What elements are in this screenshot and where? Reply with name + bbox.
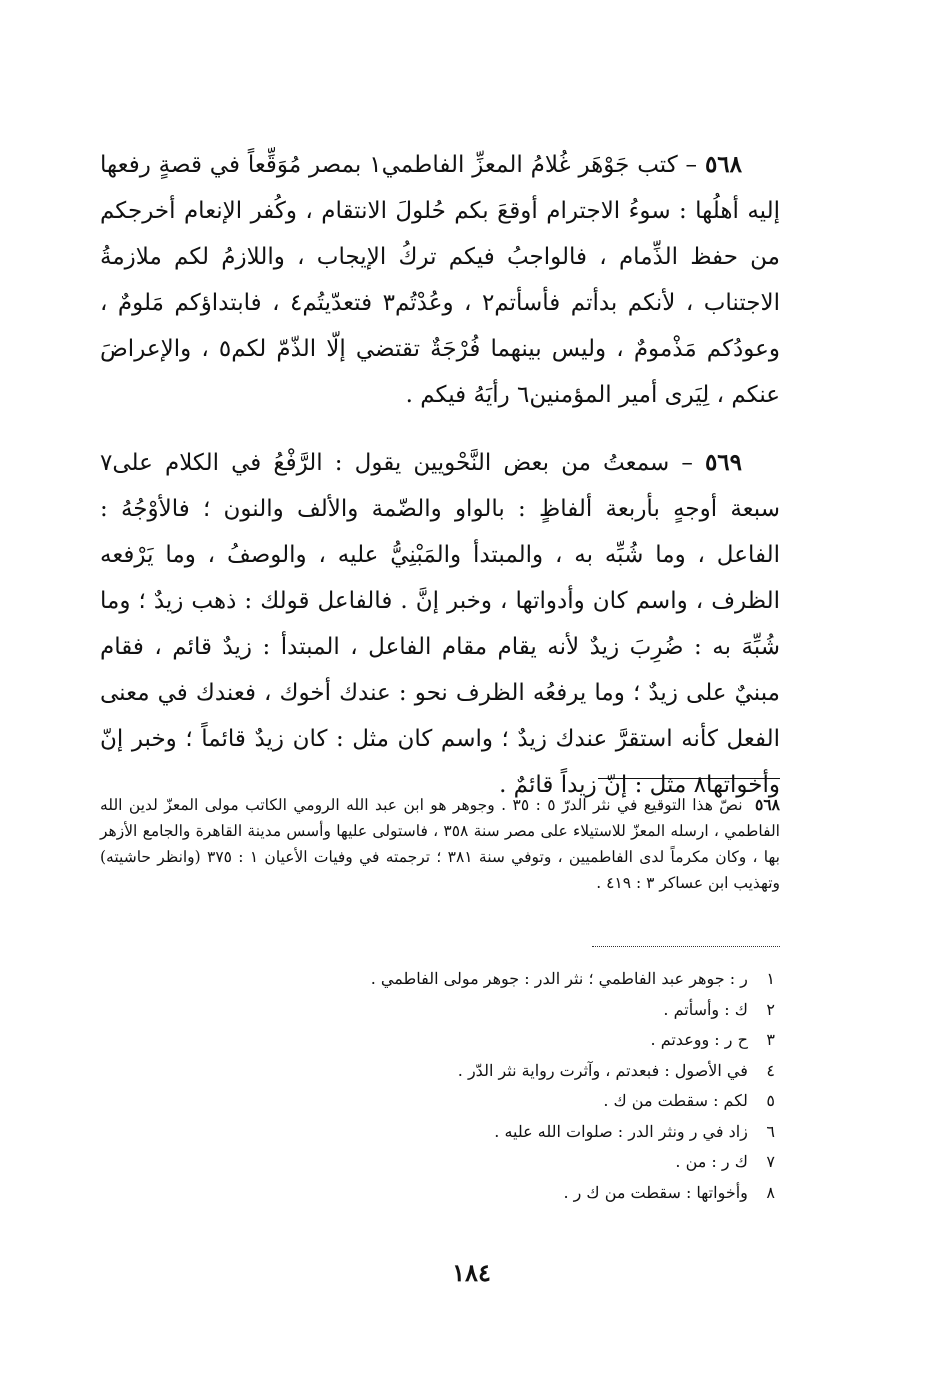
variant-readings-list (155, 964, 775, 1208)
main-text (100, 142, 780, 830)
variant-item (155, 1086, 775, 1117)
page-number: ١٨٤ (452, 1258, 491, 1287)
paragraph-text: – كتب جَوْهَر غُلامُ المعزِّ الفاطمي١ بمصر مُوَقِّعاً في قصةٍ رفعها إليه أهلُها : سوءُ الاجترام أوقعَ بكم حُلولَ الانتقام ، وكُفر الإنعام أخرجكم من حفظ الذِّمام ، فالواجبُ فيكم تركُ الإيجاب ، واللازمُ لكم ملازمةُ الاجتناب ، لأنكم بدأتم فأسأتم٢ ، وعُدْتُم٣ فتعدّيتُم٤ ، فابتداؤكم مَلومٌ ، وعودُكم مَذْمومٌ ، وليس بينهما فُرْجَةٌ تقتضي إلّا الذّمّ لكم٥ ، والإعراضَ عنكم ، لِيَرى أمير المؤمنين٦ رأيَهُ فيكم . (100, 152, 780, 408)
variant-number: ٤ (766, 1060, 775, 1080)
paragraph-number: ٥٦٨ (704, 151, 742, 178)
editor-note (100, 792, 780, 896)
paragraph-number: ٥٦٩ (704, 449, 743, 476)
footnote-separator (598, 778, 780, 779)
variant-text: زاد في ر ونثر الدر : صلوات الله عليه . (494, 1121, 748, 1141)
variant-text: ك ر : من . (675, 1152, 748, 1171)
variant-text: في الأصول : فبعدتم ، وآثرت رواية نثر الدّر . (457, 1060, 748, 1080)
variant-number: ٣ (766, 1030, 775, 1049)
paragraph-569 (100, 440, 780, 808)
variant-item (155, 1056, 775, 1087)
paragraph-text: – سمعتُ من بعض النَّحْويين يقول : الرَّفْعُ في الكلام على٧ سبعة أوجهٍ بأربعة ألفاظٍ : بالواو والضّمة والألف والنون ؛ فالأوْجُهُ : الفاعل ، وما شُبِّه به ، والمبتدأ والمَبْنِيُّ عليه ، والوصفُ ، وما يَرْفعه الظرف ، واسم كان وأدواتها ، وخبر إنَّ . فالفاعل قولك : ذهب زيدٌ ؛ وما شُبِّهَ به : ضُرِبَ زيدٌ لأنه يقام مقام الفاعل ، المبتدأ : زيدٌ قائم ، فقام مبنيٌ على زيدٌ ؛ وما يرفعُه الظرف نحو : عندك أخوك ، فعندك في معنى الفعل كأنه استقرَّ عندك زيدٌ ؛ واسم كان مثل : كان زيدٌ قائماً ؛ وخبر إنّ وأخواتها٨ مثل : إنّ زيداً قائمٌ . (100, 450, 780, 798)
variant-number: ٨ (766, 1182, 775, 1202)
variant-item (155, 1025, 775, 1056)
variant-number: ٢ (766, 999, 775, 1019)
variant-number: ٧ (766, 1152, 775, 1171)
variant-number: ٥ (766, 1091, 775, 1110)
variants-separator (592, 946, 780, 947)
editor-note-text: نصّ هذا التوقيع في نثر الدرّ ٥ : ٣٥ . وجوهر هو ابن عبد الله الرومي الكاتب مولى المعزّ لدين الله الفاطمي ، ارسله المعزّ للاستيلاء على مصر سنة ٣٥٨ ، فاستولى عليها وأسس مدينة القاهرة والجامع الأزهر بها ، وكان مكرماً لدى الفاطميين ، وتوفي سنة ٣٨١ ؛ ترجمته في وفيات الأعيان ١ : ٣٧٥ (وانظر حاشيته) وتهذيب ابن عساكر ٣ : ٤١٩ . (100, 796, 780, 892)
variant-number: ٦ (766, 1121, 775, 1141)
variant-item (155, 995, 775, 1026)
variant-number: ١ (766, 969, 775, 988)
variant-item (155, 1117, 775, 1148)
variant-text: لكم : سقطت من ك . (603, 1091, 748, 1110)
variant-text: ر : جوهر عبد الفاطمي ؛ نثر الدر : جوهر مولى الفاطمي . (370, 969, 748, 988)
variant-text: ح ر : ووعدتم . (650, 1030, 748, 1049)
variant-item (155, 964, 775, 995)
variant-text: ك : وأسأتم . (663, 999, 748, 1019)
editor-note-number: ٥٦٨ (755, 795, 781, 814)
variant-item (155, 1178, 775, 1209)
variant-item (155, 1147, 775, 1178)
variant-text: وأخواتها : سقطت من ك ر . (563, 1182, 748, 1202)
paragraph-568 (100, 142, 780, 418)
